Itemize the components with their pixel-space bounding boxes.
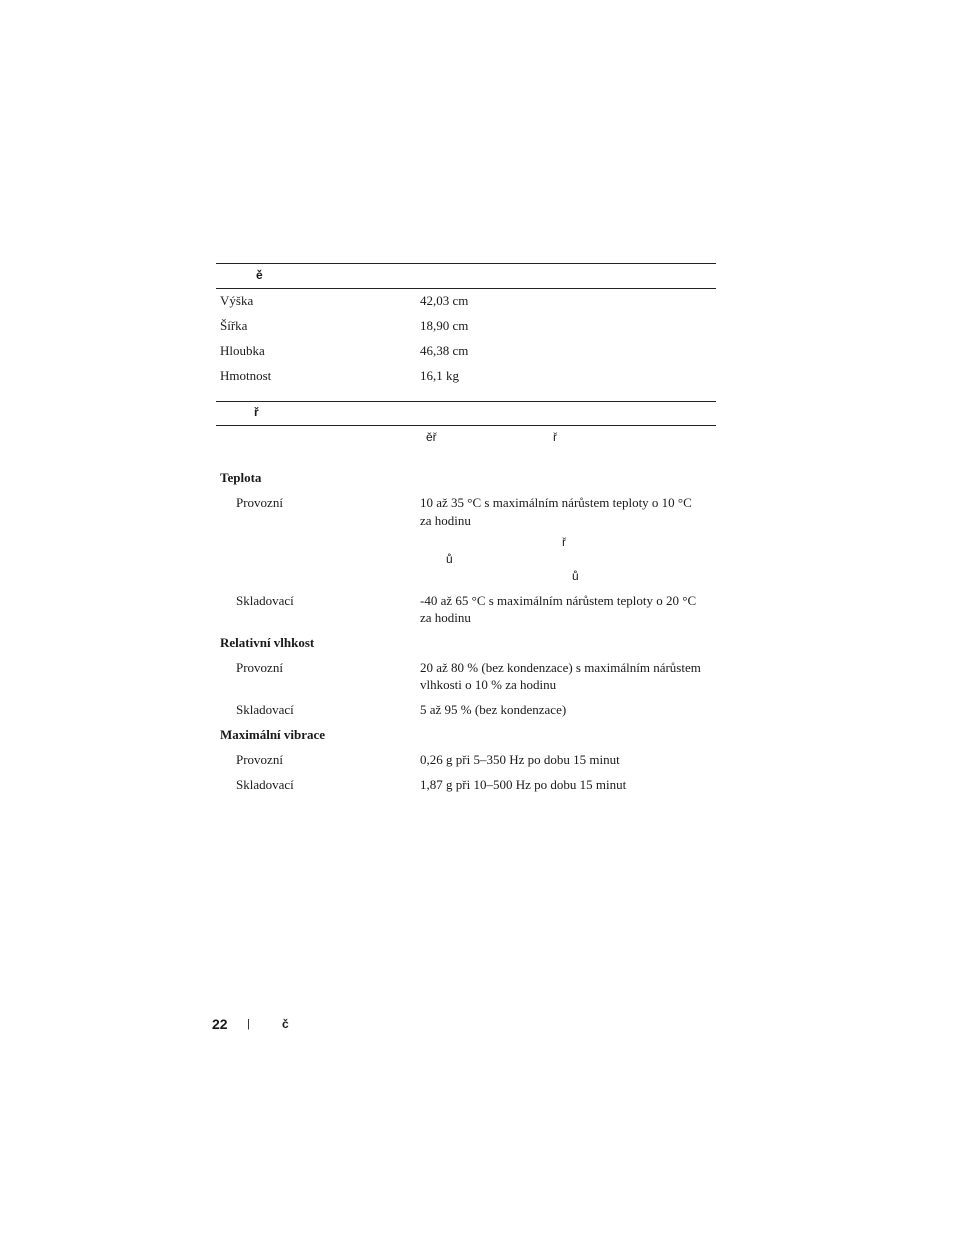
dimension-label-width: Šířka [220, 318, 248, 333]
vibration-operating-label: Provozní [236, 752, 283, 767]
humidity-operating-value-line1: 20 až 80 % (bez kondenzace) s maximálním nárůstem [420, 660, 701, 675]
top-rule-dimensions [216, 263, 716, 264]
temperature-operating-label: Provozní [236, 495, 283, 510]
temperature-operating-value-line1: 10 až 35 °C s maximálním nárůstem teploty o 10 °C [420, 495, 692, 510]
dimension-value-height: 42,03 cm [420, 293, 469, 308]
dimension-label-height: Výška [220, 293, 254, 308]
temperature-storage-value-line1: -40 až 65 °C s maximálním nárůstem teploty o 20 °C [420, 593, 697, 608]
humidity-operating-label: Provozní [236, 660, 283, 675]
vibration-title: Maximální vibrace [220, 727, 326, 742]
dimension-label-weight: Hmotnost [220, 368, 272, 383]
temperature-storage-label: Skladovací [236, 593, 294, 608]
environment-subnote-a: ěř [426, 430, 437, 444]
footer-text: č [282, 1017, 289, 1031]
environment-header: ř [254, 405, 259, 419]
temperature-storage-value-line2: za hodinu [420, 610, 471, 625]
vibration-operating-value: 0,26 g při 5–350 Hz po dobu 15 minut [420, 752, 620, 767]
temperature-title: Teplota [220, 470, 262, 485]
vibration-storage-label: Skladovací [236, 777, 294, 792]
humidity-operating-value-line2: vlhkosti o 10 % za hodinu [420, 677, 557, 692]
top-rule-environment [216, 401, 716, 402]
footer-separator: | [247, 1018, 250, 1030]
humidity-storage-label: Skladovací [236, 702, 294, 717]
temperature-operating-value-line2: za hodinu [420, 513, 471, 528]
environment-subnote-b: ř [553, 430, 557, 444]
page-number: 22 [212, 1016, 228, 1032]
dimensions-header: ě [256, 268, 263, 282]
temperature-note-char-1: ř [562, 535, 566, 549]
dimension-value-depth: 46,38 cm [420, 343, 469, 358]
dimension-value-weight: 16,1 kg [420, 368, 459, 383]
temperature-note-char-2: ů [446, 552, 453, 566]
humidity-storage-value: 5 až 95 % (bez kondenzace) [420, 702, 567, 717]
humidity-title: Relativní vlhkost [220, 635, 315, 650]
dimension-value-width: 18,90 cm [420, 318, 469, 333]
header-rule-dimensions [216, 288, 716, 289]
vibration-storage-value: 1,87 g při 10–500 Hz po dobu 15 minut [420, 777, 627, 792]
header-rule-environment [216, 425, 716, 426]
dimension-label-depth: Hloubka [220, 343, 265, 358]
temperature-note-char-3: ů [572, 569, 579, 583]
